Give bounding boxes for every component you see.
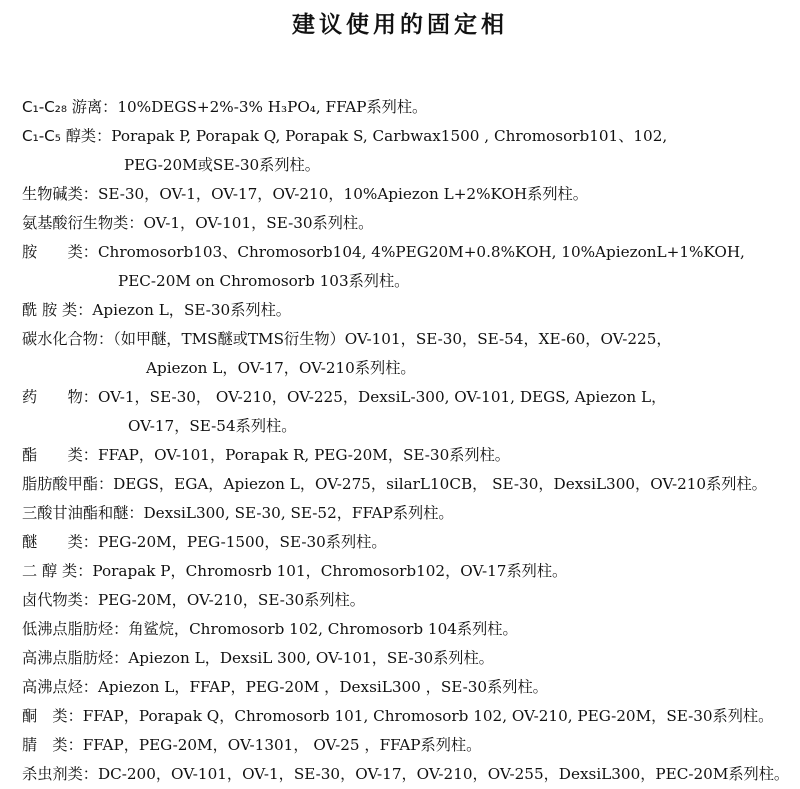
entry-content: PEG-20M，PEG-1500，SE-30系列柱。 (97, 533, 387, 551)
entry-amino-acid-derivatives (22, 209, 794, 238)
entry-drugs (22, 383, 794, 441)
entry-label: 酮 类： (22, 707, 83, 725)
entry-content: FFAP，OV-101，Porapak R, PEG-20M，SE-30系列柱。 (97, 446, 510, 464)
entry-high-boiling-aliphatics (22, 644, 794, 673)
entry-label: 酰 胺 类： (22, 301, 93, 319)
entry-label: 氨基酸衍生物类： (22, 214, 144, 232)
entry-triglycerides-ethers (22, 499, 794, 528)
entry-esters (22, 441, 794, 470)
entry-carbohydrates (22, 325, 794, 383)
entry-halides (22, 586, 794, 615)
entry-continuation: Apiezon L，OV-17，OV-210系列柱。 (146, 359, 416, 377)
entry-content: OV-1，SE-30， OV-210，OV-225，DexsiL-300, OV-101, DEGS, Apiezon L， (97, 388, 667, 406)
entry-label: 高沸点脂肪烃： (22, 649, 129, 667)
entry-low-boiling-aliphatics (22, 615, 794, 644)
entry-label: 脂肪酸甲酯： (22, 475, 114, 493)
entry-content: OV-1，OV-101，SE-30系列柱。 (143, 214, 374, 232)
page-title: 建议使用的固定相 (292, 12, 508, 38)
entry-alcohols (22, 122, 794, 180)
entry-ethers (22, 528, 794, 557)
entry-content: 角鲨烷，Chromosorb 102, Chromosorb 104系列柱。 (128, 620, 518, 638)
entry-label: 生物碱类： (22, 185, 98, 203)
entry-content: Porapak P，Chromosrb 101，Chromosorb102，OV-17系列柱。 (92, 562, 568, 580)
entry-content: Chromosorb103、Chromosorb104, 4%PEG20M+0.8%KOH, 10%ApiezonL+1%KOH, (97, 243, 745, 261)
entry-ketones (22, 702, 794, 731)
entry-high-boiling-hydrocarbons (22, 673, 794, 702)
entry-continuation: PEG-20M或SE-30系列柱。 (124, 156, 320, 174)
entry-amides (22, 296, 794, 325)
entry-continuation: OV-17，SE-54系列柱。 (128, 417, 297, 435)
entry-label: C₁-C₂₈ 游离： (22, 98, 118, 116)
entry-label: 卤代物类： (22, 591, 98, 609)
entry-label: 低沸点脂肪烃： (22, 620, 129, 638)
entry-label: 碳水化合物： (22, 330, 114, 348)
entry-label: 醚 类： (22, 533, 98, 551)
entry-pesticides (22, 760, 794, 789)
entry-content: FFAP，PEG-20M，OV-1301， OV-25 ，FFAP系列柱。 (82, 736, 482, 754)
entry-diols (22, 557, 794, 586)
entry-continuation: PEC-20M on Chromosorb 103系列柱。 (118, 272, 410, 290)
entry-content: Apiezon L，FFAP，PEG-20M ，DexsiL300 ，SE-30系列柱。 (97, 678, 548, 696)
entry-label: 二 醇 类： (22, 562, 93, 580)
entry-content: FFAP，Porapak Q，Chromosorb 101, Chromosorb 102, OV-210, PEG-20M，SE-30系列柱。 (82, 707, 774, 725)
entry-label: 药 物： (22, 388, 98, 406)
entry-nitriles (22, 731, 794, 760)
entry-label: 胺 类： (22, 243, 98, 261)
entry-content: Apiezon L，SE-30系列柱。 (92, 301, 291, 319)
entry-label: 高沸点烃： (22, 678, 98, 696)
entry-label: 三酸甘油酯和醚： (22, 504, 144, 522)
entry-content: Apiezon L，DexsiL 300, OV-101，SE-30系列柱。 (128, 649, 494, 667)
entry-content: DexsiL300, SE-30, SE-52，FFAP系列柱。 (143, 504, 454, 522)
entry-content: SE-30，OV-1，OV-17，OV-210，10%Apiezon L+2%KOH系列柱。 (97, 185, 588, 203)
entry-fatty-acid-methyl-esters (22, 470, 794, 499)
entry-label: 腈 类： (22, 736, 83, 754)
entry-label: 杀虫剂类： (22, 765, 98, 783)
entry-content: DC-200，OV-101，OV-1，SE-30，OV-17，OV-210，OV-255，DexsiL300，PEC-20M系列柱。 (97, 765, 790, 783)
entry-content: （如甲醚，TMS醚或TMS衍生物）OV-101，SE-30，SE-54，XE-60，OV-225， (113, 330, 672, 348)
entry-content: Porapak P, Porapak Q, Porapak S, Carbwax1500 , Chromosorb101、102, (111, 127, 668, 145)
entry-free-acids (22, 93, 794, 122)
entry-amines (22, 238, 794, 296)
entry-content: 10%DEGS+2%-3% H₃PO₄, FFAP系列柱。 (117, 98, 428, 116)
entry-content: DEGS，EGA，Apiezon L，OV-275，silarL10CB， SE-30，DexsiL300，OV-210系列柱。 (113, 475, 767, 493)
entry-label: C₁-C₅ 醇类： (22, 127, 112, 145)
entry-alkaloids (22, 180, 794, 209)
entry-label: 酯 类： (22, 446, 98, 464)
entry-content: PEG-20M，OV-210，SE-30系列柱。 (97, 591, 365, 609)
